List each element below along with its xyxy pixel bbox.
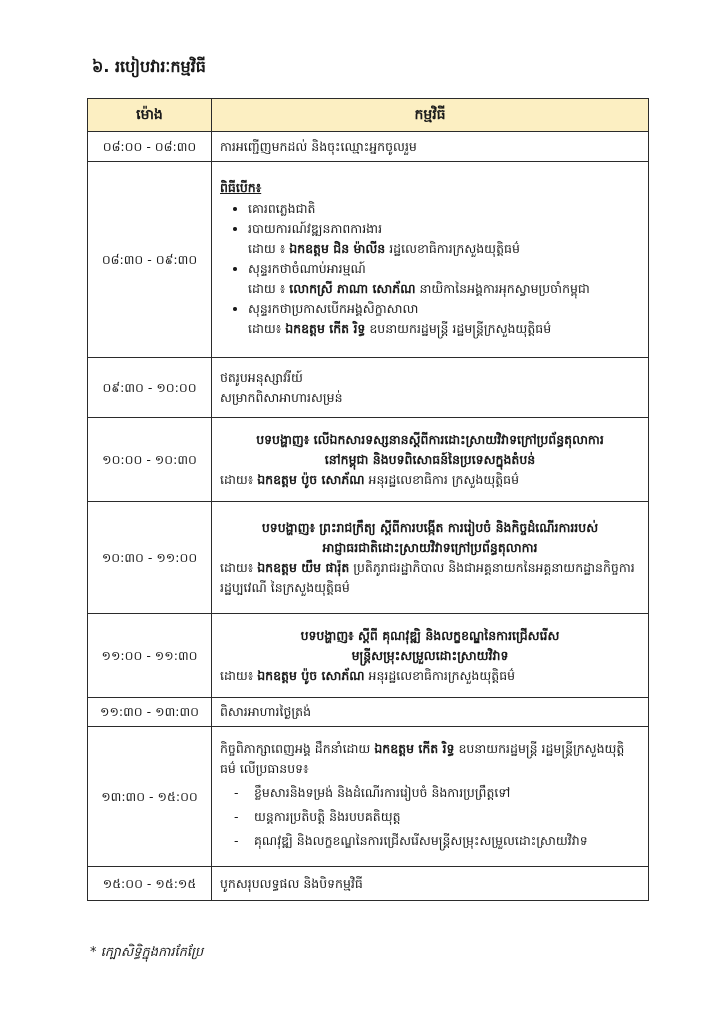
agenda-table xyxy=(87,98,649,901)
list-item: • គោរពភ្លេងជាតិ xyxy=(248,199,640,219)
list-item: • សុន្ទរកថាប្រកាសបើកអង្គសិក្ខាសាលា ដោយ៖ ឯកឧត្តម កើត រិទ្ធ ឧបនាយករដ្ឋមន្ត្រី រដ្ឋមន្ត្រីក្រសួងយុត្តិធម៌ xyxy=(248,299,640,339)
header-program: កម្មវិធី xyxy=(212,99,649,132)
program-text: ពិសារអាហារថ្ងៃត្រង់ xyxy=(220,704,312,719)
list-item: • របាយការណ៍វឌ្ឍនភាពការងារ ដោយ ៖ ឯកឧត្តម ជិន ម៉ាលីន រដ្ឋលេខាធិការក្រសួងយុត្តិធម៌ xyxy=(248,219,640,259)
program-text: ការអញ្ជើញមកដល់ និងចុះឈ្មោះអ្នកចូលរួម xyxy=(220,138,417,154)
presenter-name: ឯកឧត្តម ជិន ម៉ាលីន xyxy=(289,241,386,256)
table-row xyxy=(88,614,649,698)
time-cell: ១០:០០ - ១០:៣០ xyxy=(88,418,212,502)
time-cell: ១១:០០ - ១១:៣០ xyxy=(88,614,212,698)
presentation-title: បទបង្ហាញ៖ លើឯកសារទស្សនានស្តីពីការដោះស្រាយវិវាទក្រៅប្រព័ន្ធតុលាការ xyxy=(256,431,604,447)
program-cell xyxy=(212,162,649,358)
program-line: ថតរូបអនុស្សាវរីយ៍ xyxy=(220,369,303,385)
time-cell: ០៩:៣០ - ១០:០០ xyxy=(88,358,212,418)
presenter-line: ដោយ៖ ឯកឧត្តម យឹម ផារ៉ុត ប្រតិភូរាជរដ្ឋាភិបាល និងជាអគ្គនាយកនៃអគ្គនាយកដ្ឋានកិច្ចការរដ្ឋប្បវេណី នៃក្រសួងយុត្តិធម៌ xyxy=(220,559,635,595)
footnote: * ក្បោសិទ្ធិក្នុងការកែប្រែ xyxy=(90,945,204,960)
program-cell xyxy=(212,727,649,867)
section-heading: ៦. របៀបវារៈកម្មវិធី xyxy=(92,57,206,76)
moderator-name: ឯកឧត្តម កើត រិទ្ធ xyxy=(374,740,455,756)
presenter-name: លោកស្រី ភាណា សោភ័ណ xyxy=(289,281,416,296)
header-time: ម៉ោង xyxy=(88,99,212,132)
opening-title: ពិធីបើក៖ xyxy=(220,180,262,195)
list-item: - យន្តការប្រតិបត្តិ និងរបបគតិយុត្ត xyxy=(234,808,401,824)
presenter-line: ដោយ៖ ឯកឧត្តម ប៉ូច សោភ័ណ អនុរដ្ឋលេខាធិការក្រសួងយុត្តិធម៌ xyxy=(220,667,516,683)
presentation-title: បទបង្ហាញ៖ ស្តីពី គុណវុឌ្ឍិ និងលក្ខខណ្ឌនៃការជ្រើសរើស xyxy=(300,627,560,643)
presenter-line: ដោយ៖ ឯកឧត្តម ប៉ូច សោភ័ណ អនុរដ្ឋលេខាធិការ ក្រសួងយុត្តិធម៌ xyxy=(220,471,520,487)
presenter-name: ឯកឧត្តម យឹម ផារ៉ុត xyxy=(257,559,350,575)
presentation-title: មន្ត្រីសម្រុះសម្រួលដោះស្រាយវិវាទ xyxy=(351,647,509,663)
program-cell xyxy=(212,867,649,901)
discussion-intro: កិច្ចពិភាក្សាពេញអង្គ ដឹកនាំដោយ ឯកឧត្តម កើត រិទ្ធ ឧបនាយករដ្ឋមន្ត្រី រដ្ឋមន្ត្រីក្រសួងយុត្តិធម៌ លើប្រធានបទ៖ xyxy=(220,740,625,776)
table-row xyxy=(88,867,649,901)
list-item: - គុណវុឌ្ឍិ និងលក្ខខណ្ឌនៃការជ្រើសរើសមន្ត្រីសម្រុះសម្រួលដោះស្រាយវិវាទ xyxy=(234,832,588,848)
program-cell xyxy=(212,358,649,418)
presentation-title: នៅកម្ពុជា និងបទពិសោធន៍នៃប្រទេសក្នុងតំបន់ xyxy=(324,451,536,467)
time-cell: ១៥:០០ - ១៥:១៥ xyxy=(88,867,212,901)
table-row xyxy=(88,698,649,727)
presenter-name: ឯកឧត្តម កើត រិទ្ធ xyxy=(285,321,366,336)
presenter-name: ឯកឧត្តម ប៉ូច សោភ័ណ xyxy=(257,471,365,487)
program-cell xyxy=(212,502,649,614)
time-cell: ១០:៣០ - ១១:០០ xyxy=(88,502,212,614)
table-row xyxy=(88,358,649,418)
program-cell xyxy=(212,132,649,162)
program-line: សម្រាកពិសាអាហារសម្រន់ xyxy=(220,389,343,405)
time-cell: ១៣:៣០ - ១៥:០០ xyxy=(88,727,212,867)
presenter-line: ដោយ ៖ លោកស្រី ភាណា សោភ័ណ នាយិកានៃអង្គការអុកស្វាមប្រចាំកម្ពុជា xyxy=(248,281,590,296)
table-row xyxy=(88,727,649,867)
topic-list xyxy=(220,781,640,853)
presentation-title: អាជ្ញាធរជាតិដោះស្រាយវិវាទក្រៅប្រព័ន្ធតុលាការ xyxy=(322,539,538,555)
table-header-row xyxy=(88,99,649,132)
time-cell: ០៨:០០ - ០៨:៣០ xyxy=(88,132,212,162)
table-row xyxy=(88,132,649,162)
opening-list xyxy=(220,199,640,339)
program-cell xyxy=(212,698,649,727)
time-cell: ០៨:៣០ - ០៩:៣០ xyxy=(88,162,212,358)
time-cell: ១១:៣០ - ១៣:៣០ xyxy=(88,698,212,727)
presenter-name: ឯកឧត្តម ប៉ូច សោភ័ណ xyxy=(257,667,365,683)
program-cell xyxy=(212,614,649,698)
table-row xyxy=(88,162,649,358)
table-row xyxy=(88,418,649,502)
program-text: បូកសរុបលទ្ធផល និងបិទកម្មវិធី xyxy=(220,875,363,891)
table-row xyxy=(88,502,649,614)
list-item: - ខ្លឹមសារនិងទម្រង់ និងដំណើរការរៀបចំ និងការប្រព្រឹត្តទៅ xyxy=(234,784,511,800)
list-item: • សុន្ទរកថាចំណាប់អារម្មណ៍ ដោយ ៖ លោកស្រី ភាណា សោភ័ណ នាយិកានៃអង្គការអុកស្វាមប្រចាំកម្ពុជា xyxy=(248,259,640,299)
presenter-line: ដោយ៖ ឯកឧត្តម កើត រិទ្ធ ឧបនាយករដ្ឋមន្ត្រី រដ្ឋមន្ត្រីក្រសួងយុត្តិធម៌ xyxy=(248,321,552,336)
program-cell xyxy=(212,418,649,502)
presentation-title: បទបង្ហាញ៖ ព្រះរាជក្រឹត្យ ស្តីពីការបង្កើត ការរៀបចំ និងកិច្ចដំណើរការរបស់ xyxy=(261,519,599,535)
presenter-line: ដោយ ៖ ឯកឧត្តម ជិន ម៉ាលីន រដ្ឋលេខាធិការក្រសួងយុត្តិធម៌ xyxy=(248,241,520,256)
